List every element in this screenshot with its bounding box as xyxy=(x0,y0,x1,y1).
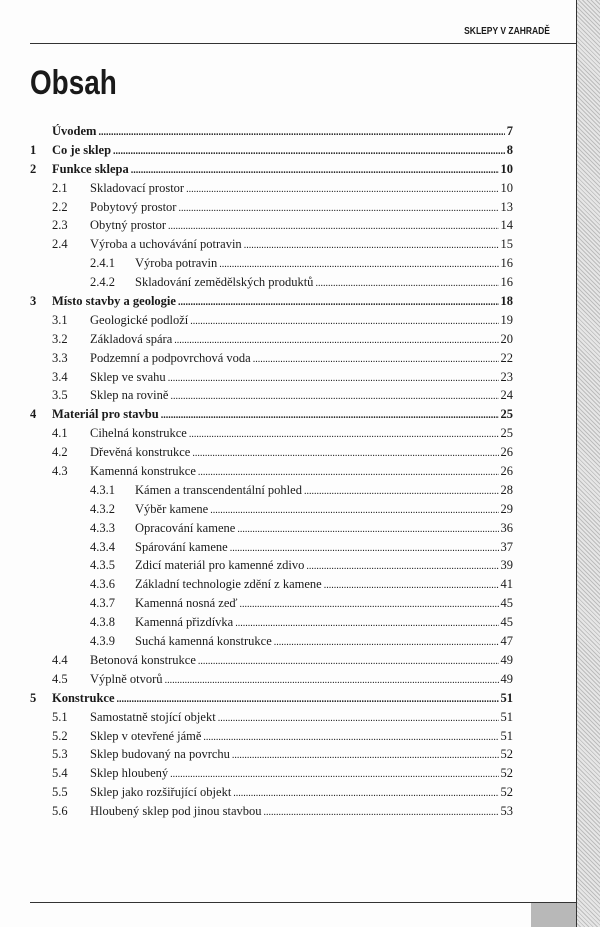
toc-entry xyxy=(30,313,513,332)
toc-number: 4.3.9 xyxy=(90,634,115,649)
toc-entry xyxy=(30,332,513,351)
toc-page: 52 xyxy=(500,766,513,781)
toc-label: Pobytový prostor xyxy=(90,199,177,214)
toc-label: Výplně otvorů xyxy=(90,671,163,686)
toc-label: Sklep budovaný na povrchu xyxy=(90,747,230,762)
toc-leader xyxy=(198,656,499,667)
toc-entry xyxy=(30,351,513,370)
toc-leader xyxy=(232,750,499,761)
toc-number: 4.3.5 xyxy=(90,558,115,573)
toc-page: 18 xyxy=(500,294,513,309)
toc-leader xyxy=(304,486,499,497)
toc-number: 4.3.6 xyxy=(90,577,115,592)
toc-leader xyxy=(306,561,498,572)
toc-entry xyxy=(30,540,513,559)
running-header: SKLEPY V ZAHRADĚ xyxy=(464,26,550,37)
toc-number: 3.3 xyxy=(52,350,68,365)
toc-page: 52 xyxy=(500,785,513,800)
toc-number: 3.4 xyxy=(52,369,68,384)
toc-number: 5.4 xyxy=(52,766,68,781)
page-number-box xyxy=(531,903,576,927)
toc-page: 25 xyxy=(500,407,513,422)
toc-number: 1 xyxy=(30,142,37,157)
toc-number: 4 xyxy=(30,407,37,422)
toc-number: 3 xyxy=(30,294,37,309)
toc-label: Úvodem xyxy=(52,124,97,138)
toc-page: 53 xyxy=(500,804,513,819)
toc-number: 5.2 xyxy=(52,728,68,743)
toc-leader xyxy=(239,599,498,610)
toc-label: Skladovací prostor xyxy=(90,180,185,195)
toc-number: 2.2 xyxy=(52,199,68,214)
toc-page: 16 xyxy=(500,256,513,271)
toc-label: Funkce sklepa xyxy=(52,161,129,176)
toc-number: 2.1 xyxy=(52,180,68,195)
toc-page: 51 xyxy=(500,709,513,724)
toc-label: Výroba a uchovávání potravin xyxy=(90,237,242,252)
toc-page: 10 xyxy=(500,180,513,195)
toc-label: Co je sklep xyxy=(52,142,112,157)
toc-leader xyxy=(190,316,498,327)
toc-entry xyxy=(30,294,513,313)
toc-page: 19 xyxy=(500,312,513,327)
toc-entry xyxy=(30,785,513,804)
toc-label: Dřevěná konstrukce xyxy=(90,445,191,460)
toc-leader xyxy=(165,675,499,686)
toc-entry xyxy=(30,237,513,256)
toc-number: 2 xyxy=(30,161,37,176)
toc-entry xyxy=(30,256,513,275)
toc-leader xyxy=(98,127,504,138)
toc-label: Hloubený sklep pod jinou stavbou xyxy=(90,804,262,819)
footer-rule xyxy=(30,902,576,903)
toc-leader xyxy=(235,618,498,629)
toc-entry xyxy=(30,370,513,389)
toc-number: 5 xyxy=(30,690,37,705)
toc-label: Podzemní a podpovrchová voda xyxy=(90,350,251,365)
toc-number: 4.1 xyxy=(52,426,68,441)
toc-page: 47 xyxy=(500,634,513,649)
toc-page: 28 xyxy=(500,482,513,497)
toc-label: Výběr kamene xyxy=(135,501,209,516)
toc-page: 26 xyxy=(500,445,513,460)
toc-entry xyxy=(30,558,513,577)
toc-number: 3.2 xyxy=(52,331,68,346)
toc-label: Sklep v otevřené jámě xyxy=(90,728,202,743)
toc-leader xyxy=(233,788,498,799)
toc-number: 4.3.2 xyxy=(90,501,115,516)
toc-page: 14 xyxy=(500,218,513,233)
toc-page: 45 xyxy=(500,615,513,630)
toc-label: Zdicí materiál pro kamenné zdivo xyxy=(135,558,305,573)
toc-label: Sklep ve svahu xyxy=(90,369,166,384)
toc-label: Obytný prostor xyxy=(90,218,167,233)
toc-label: Kámen a transcendentální pohled xyxy=(135,482,302,497)
toc-leader xyxy=(161,410,499,421)
page-edge-stripe xyxy=(576,0,600,927)
toc-page: 8 xyxy=(506,142,513,157)
toc-entry xyxy=(30,200,513,219)
toc-entry xyxy=(30,388,513,407)
toc-entry xyxy=(30,596,513,615)
toc-label: Suchá kamenná konstrukce xyxy=(135,634,272,649)
toc-number: 3.1 xyxy=(52,312,68,327)
toc-page: 16 xyxy=(500,275,513,290)
toc-page: 45 xyxy=(500,596,513,611)
toc-label: Základová spára xyxy=(90,331,173,346)
toc-label: Spárování kamene xyxy=(135,539,228,554)
toc-leader xyxy=(315,278,498,289)
toc-entry xyxy=(30,143,513,162)
toc-leader xyxy=(253,354,499,365)
toc-entry xyxy=(30,426,513,445)
toc-label: Geologické podloží xyxy=(90,312,189,327)
toc-page: 51 xyxy=(500,690,513,705)
toc-entry xyxy=(30,634,513,653)
toc-page: 24 xyxy=(500,388,513,403)
toc-number: 2.4.2 xyxy=(90,275,115,290)
toc-page: 39 xyxy=(500,558,513,573)
toc-leader xyxy=(210,505,498,516)
toc-entry xyxy=(30,521,513,540)
toc-leader xyxy=(218,713,499,724)
toc-leader xyxy=(113,146,505,157)
toc-number: 4.3 xyxy=(52,464,68,479)
toc-leader xyxy=(244,240,499,251)
toc-number: 4.3.3 xyxy=(90,520,115,535)
toc-label: Materiál pro stavbu xyxy=(52,407,159,422)
header-rule xyxy=(30,43,576,44)
toc-leader xyxy=(189,429,499,440)
toc-label: Skladování zemědělských produktů xyxy=(135,275,314,290)
toc-number: 4.3.7 xyxy=(90,596,115,611)
toc-leader xyxy=(230,543,499,554)
table-of-contents xyxy=(30,124,513,823)
toc-page: 37 xyxy=(500,539,513,554)
toc-leader xyxy=(198,467,499,478)
toc-label: Sklep hloubený xyxy=(90,766,169,781)
toc-label: Opracování kamene xyxy=(135,520,236,535)
toc-number: 5.3 xyxy=(52,747,68,762)
toc-entry xyxy=(30,615,513,634)
toc-number: 4.2 xyxy=(52,445,68,460)
toc-page: 49 xyxy=(500,671,513,686)
toc-label: Sklep na rovině xyxy=(90,388,169,403)
toc-label: Sklep jako rozšiřující objekt xyxy=(90,785,232,800)
toc-label: Kamenná konstrukce xyxy=(90,464,196,479)
page-title: Obsah xyxy=(30,64,117,102)
toc-leader xyxy=(170,769,498,780)
toc-page: 20 xyxy=(500,331,513,346)
toc-entry xyxy=(30,729,513,748)
toc-page: 41 xyxy=(500,577,513,592)
toc-entry xyxy=(30,672,513,691)
toc-number: 4.5 xyxy=(52,671,68,686)
toc-label: Cihelná konstrukce xyxy=(90,426,187,441)
toc-number: 5.5 xyxy=(52,785,68,800)
toc-entry xyxy=(30,162,513,181)
toc-entry xyxy=(30,445,513,464)
toc-leader xyxy=(178,297,499,308)
toc-leader xyxy=(117,694,499,705)
toc-entry xyxy=(30,804,513,823)
toc-label: Samostatně stojící objekt xyxy=(90,709,216,724)
toc-number: 4.4 xyxy=(52,652,68,667)
toc-leader xyxy=(192,448,498,459)
toc-page: 36 xyxy=(500,520,513,535)
toc-leader xyxy=(168,221,498,232)
toc-leader xyxy=(178,203,498,214)
toc-leader xyxy=(237,524,498,535)
toc-entry xyxy=(30,710,513,729)
toc-entry xyxy=(30,502,513,521)
toc-leader xyxy=(170,391,498,402)
toc-page: 23 xyxy=(500,369,513,384)
toc-leader xyxy=(174,335,498,346)
toc-entry xyxy=(30,181,513,200)
toc-leader xyxy=(274,637,499,648)
toc-label: Konstrukce xyxy=(52,690,115,705)
toc-page: 13 xyxy=(500,199,513,214)
toc-number: 3.5 xyxy=(52,388,68,403)
toc-leader xyxy=(219,259,498,270)
toc-label: Místo stavby a geologie xyxy=(52,294,176,309)
toc-label: Výroba potravin xyxy=(135,256,218,271)
toc-page: 7 xyxy=(506,124,513,138)
toc-page: 49 xyxy=(500,652,513,667)
toc-leader xyxy=(186,184,498,195)
toc-number: 5.1 xyxy=(52,709,68,724)
toc-entry xyxy=(30,483,513,502)
toc-entry xyxy=(30,464,513,483)
toc-entry xyxy=(30,218,513,237)
toc-label: Kamenná přizdívka xyxy=(135,615,234,630)
toc-page: 52 xyxy=(500,747,513,762)
toc-entry xyxy=(30,653,513,672)
toc-entry xyxy=(30,407,513,426)
toc-entry xyxy=(30,275,513,294)
toc-entry xyxy=(30,577,513,596)
toc-leader xyxy=(131,165,499,176)
toc-page: 26 xyxy=(500,464,513,479)
toc-entry xyxy=(30,691,513,710)
toc-label: Základní technologie zdění z kamene xyxy=(135,577,322,592)
toc-page: 10 xyxy=(500,161,513,176)
toc-page: 51 xyxy=(500,728,513,743)
toc-leader xyxy=(324,580,499,591)
toc-page: 29 xyxy=(500,501,513,516)
toc-number: 4.3.8 xyxy=(90,615,115,630)
toc-label: Kamenná nosná zeď xyxy=(135,596,238,611)
toc-page: 15 xyxy=(500,237,513,252)
toc-number: 2.4.1 xyxy=(90,256,115,271)
toc-leader xyxy=(264,807,499,818)
toc-page: 25 xyxy=(500,426,513,441)
toc-number: 2.3 xyxy=(52,218,68,233)
toc-entry xyxy=(30,766,513,785)
toc-leader xyxy=(168,373,499,384)
toc-entry xyxy=(30,124,513,143)
toc-number: 5.6 xyxy=(52,804,68,819)
toc-entry xyxy=(30,747,513,766)
toc-page: 22 xyxy=(500,350,513,365)
toc-label: Betonová konstrukce xyxy=(90,652,196,667)
toc-leader xyxy=(203,732,498,743)
toc-number: 4.3.4 xyxy=(90,539,115,554)
toc-number: 2.4 xyxy=(52,237,68,252)
toc-number: 4.3.1 xyxy=(90,482,115,497)
